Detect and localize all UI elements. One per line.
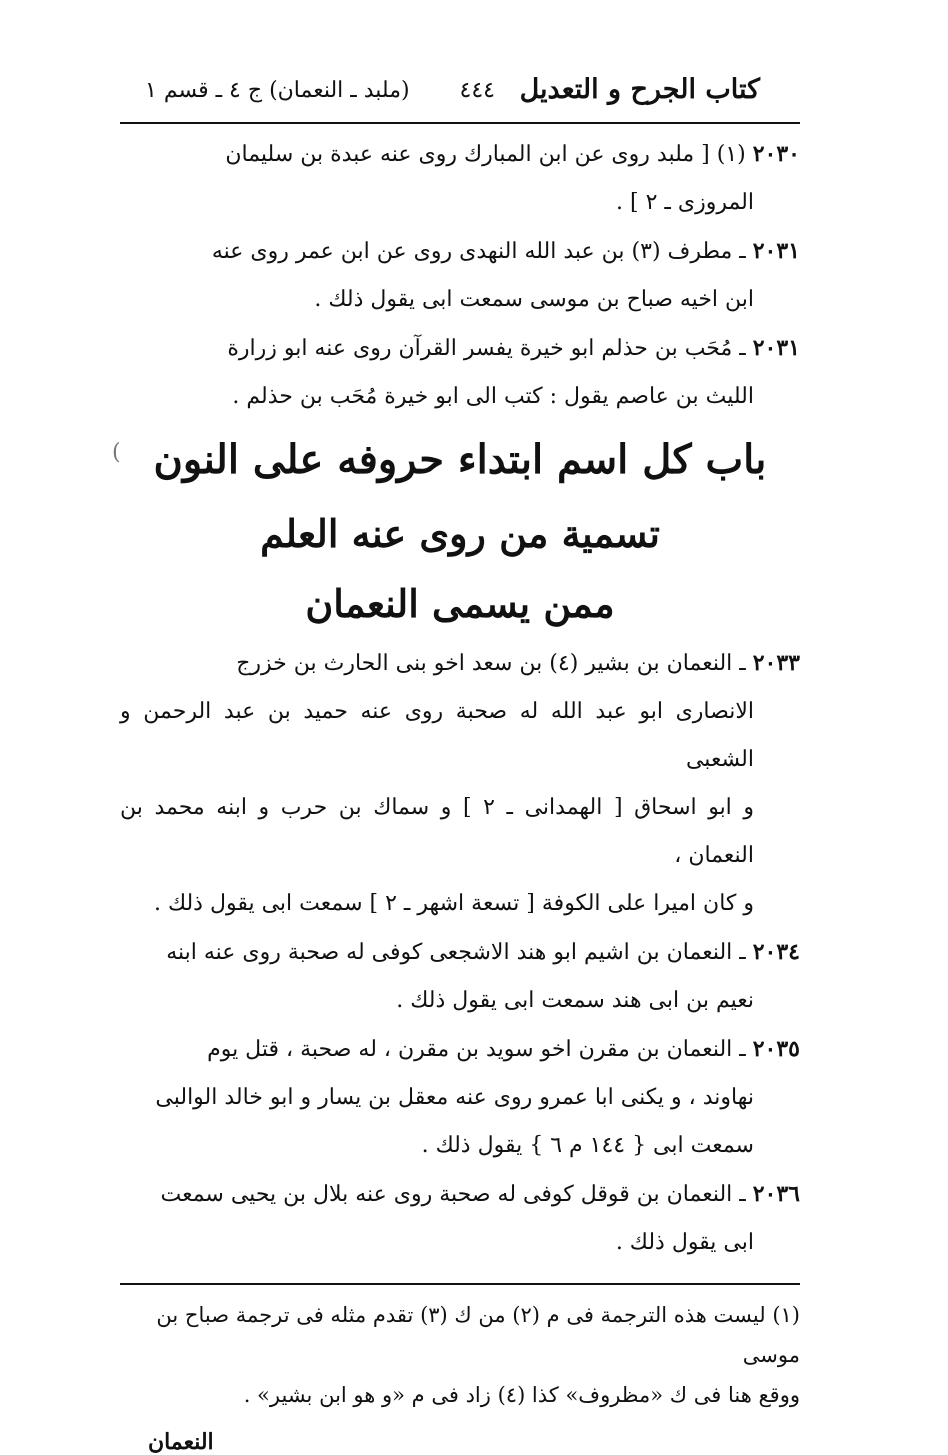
- entry-text: ـ مُحَب بن حذلم ابو خيرة يفسر القرآن روى عنه ابو زرارة: [227, 336, 746, 361]
- document-page: [120, 60, 800, 1455]
- entry-text: ـ النعمان بن مقرن اخو سويد بن مقرن ، له صحبة ، قتل يوم: [207, 1037, 746, 1062]
- entry-number: ٢٠٣٣: [752, 650, 800, 676]
- header-rule: [120, 122, 800, 124]
- entry-continuation: و كان اميرا على الكوفة [ تسعة اشهر ـ ٢ ] سمعت ابى يقول ذلك .: [153, 891, 754, 916]
- entry-2033: [120, 639, 800, 928]
- entry-continuation: و ابو اسحاق [ الهمدانى ـ ٢ ] و سماك بن حرب و ابنه محمد بن النعمان ،: [120, 795, 755, 868]
- entry-text: (١) [ ملبد روى عن ابن المبارك روى عنه عبدة بن سليمان: [225, 142, 746, 167]
- running-header: [120, 60, 800, 122]
- entry-2036: [120, 1170, 800, 1267]
- footnote-rule: [120, 1283, 800, 1285]
- entry-continuation: ابن اخيه صباح بن موسى سمعت ابى يقول ذلك .: [314, 287, 754, 312]
- margin-mark: ): [112, 440, 121, 465]
- entry-continuation: الانصارى ابو عبد الله له صحبة روى عنه حميد بن عبد الرحمن و الشعبى: [120, 699, 754, 772]
- entry-number: ٢٠٣٤: [752, 939, 800, 965]
- entry-number: ٢٠٣١: [752, 335, 800, 361]
- entry-2031: [120, 227, 800, 324]
- section-range: (ملبد ـ النعمان) ج ٤ ـ قسم ١: [145, 78, 410, 103]
- entry-2034: [120, 928, 800, 1025]
- entry-continuation: ابى يقول ذلك .: [615, 1230, 754, 1255]
- entry-number: ٢٠٣١: [752, 238, 800, 264]
- entry-2035: [120, 1025, 800, 1170]
- entry-2031b: [120, 324, 800, 421]
- entry-text: ـ مطرف (٣) بن عبد الله النهدى روى عن ابن عمر روى عنه: [211, 239, 746, 264]
- entry-number: ٢٠٣٦: [752, 1181, 800, 1207]
- entry-continuation: الليث بن عاصم يقول : كتب الى ابو خيرة مُحَب بن حذلم .: [232, 384, 754, 409]
- entry-number: ٢٠٣٠: [752, 141, 800, 167]
- entry-continuation: سمعت ابى { ١٤٤ م ٦ } يقول ذلك .: [421, 1133, 754, 1158]
- footnote-line-2: ووقع هنا فى ك «مظروف» كذا (٤) زاد فى م «و هو ابن بشير» .: [243, 1383, 800, 1407]
- chapter-subheading-2: ممن يسمى النعمان: [305, 581, 615, 626]
- entry-number: ٢٠٣٥: [752, 1036, 800, 1062]
- book-title: كتاب الجرح و التعديل: [519, 74, 760, 105]
- footnote-line-1: (١) ليست هذه الترجمة فى م (٢) من ك (٣) تقدم مثله فى ترجمة صباح بن موسى: [156, 1303, 800, 1367]
- entry-text: ـ النعمان بن قوقل كوفى له صحبة روى عنه بلال بن يحيى سمعت: [160, 1182, 746, 1207]
- entry-continuation: المروزى ـ ٢ ] .: [616, 190, 754, 215]
- chapter-subheading-1: تسمية من روى عنه العلم: [260, 511, 660, 556]
- entry-text: ـ النعمان بن اشيم ابو هند الاشجعى كوفى له صحبة روى عنه ابنه: [166, 940, 746, 965]
- entry-continuation: نهاوند ، و يكنى ابا عمرو روى عنه معقل بن يسار و ابو خالد الوالبى: [155, 1085, 754, 1110]
- entry-2030: [120, 130, 800, 227]
- page-number: ٤٤٤: [459, 78, 495, 103]
- entry-text: ـ النعمان بن بشير (٤) بن سعد اخو بنى الحارث بن خزرج: [236, 651, 746, 676]
- catchword: النعمان: [148, 1429, 214, 1455]
- chapter-heading: باب كل اسم ابتداء حروفه على النون: [153, 436, 767, 483]
- entry-continuation: نعيم بن ابى هند سمعت ابى يقول ذلك .: [396, 988, 754, 1013]
